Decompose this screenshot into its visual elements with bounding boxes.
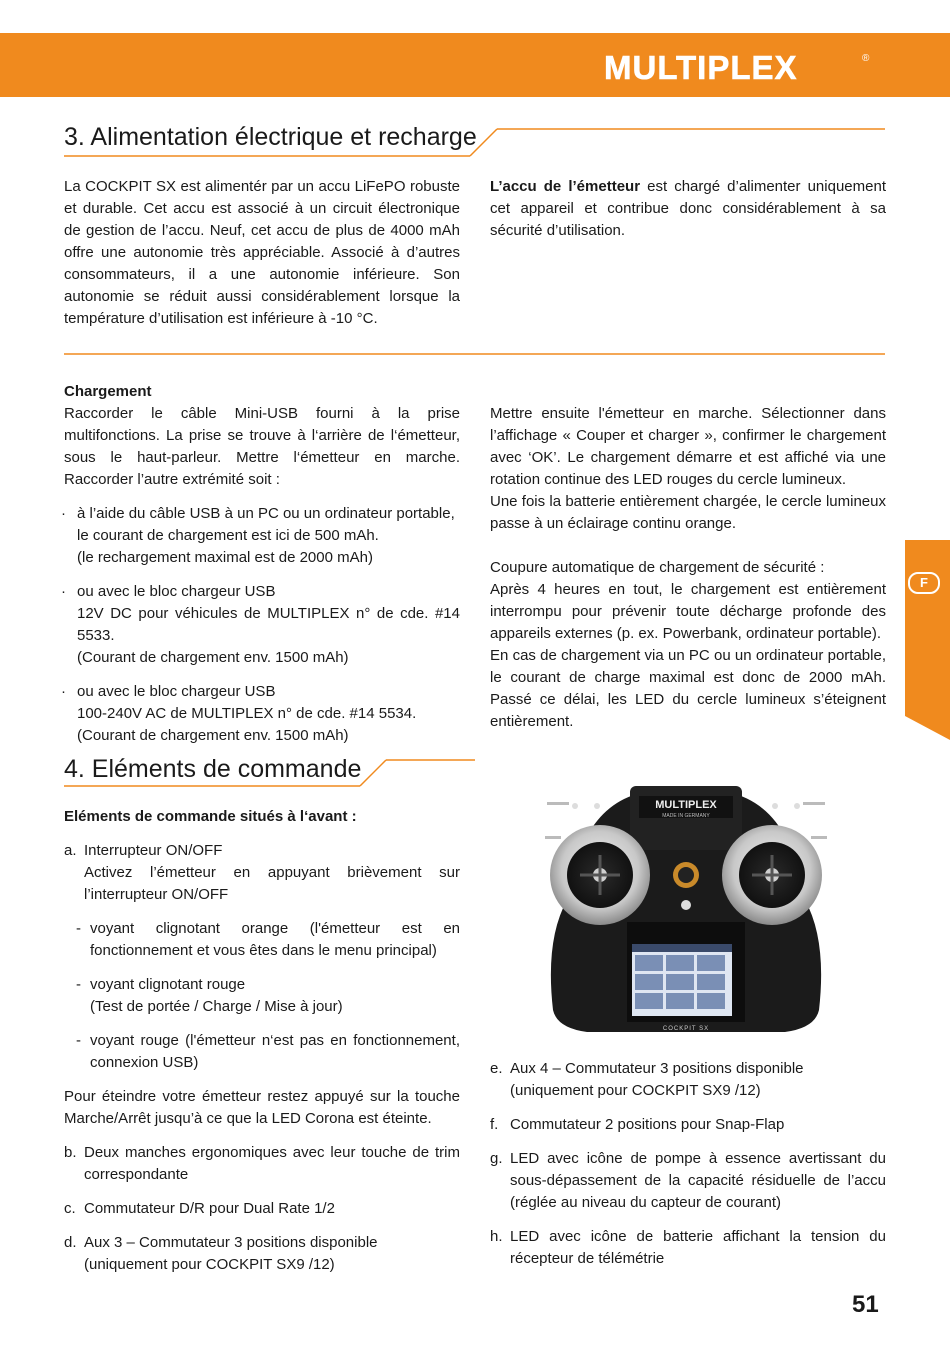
charging-right (490, 403, 886, 733)
item-g-text: LED avec icône de pompe à essence avertissant du sous-dépassement de la capacité résiduelle de l’accu (réglée au niveau du capteur de courant) (510, 1150, 886, 1211)
item-f (490, 1114, 886, 1136)
charging-option-pc-line2: le courant de chargement est ici de 500 mAh. (77, 527, 379, 544)
charging-procedure: Mettre ensuite l'émetteur en marche. Sélectionner dans l’affichage « Couper et charger », confirmer le chargement avec ‘OK’. Le chargement démarre et est affiché via une rotation continue des LED rouges du cercle lumineux. (490, 405, 886, 488)
battery-description: est chargé d’alimenter uniquement cet appareil et contribue donc considérablement à sa sécurité d’utilisation. (490, 178, 886, 239)
section-3-right (490, 176, 886, 242)
item-b (64, 1142, 460, 1186)
item-a (64, 840, 460, 906)
item-e (490, 1058, 886, 1102)
item-d (64, 1232, 460, 1276)
charging-option-ac-line2: 100-240V AC de MULTIPLEX n° de cde. #14 5534. (77, 705, 417, 722)
language-side-tab (905, 540, 950, 740)
power-off-instructions: Pour éteindre votre émetteur restez appuyé sur la touche Marche/Arrêt jusqu’à ce que la LED Corona est éteinte. (64, 1088, 460, 1127)
device-model: COCKPIT SX (662, 1026, 710, 1032)
transmitter-image (545, 780, 827, 1042)
item-d-line2: (uniquement pour COCKPIT SX9 /12) (84, 1256, 335, 1273)
item-d-line1: Aux 3 – Commutateur 3 positions disponible (84, 1234, 378, 1251)
charging-intro: Raccorder le câble Mini-USB fourni à la prise multifonctions. La prise se trouve à l‘arrière de l‘émetteur, sous le haut-parleur. Mettre l‘émetteur en marche. Raccorder l’autre extrémité soit : (64, 405, 460, 488)
registered-mark: ® (862, 53, 870, 64)
item-a-title: Interrupteur ON/OFF (84, 842, 223, 859)
item-b-marker: b. (64, 1144, 77, 1161)
section-3-right-paragraph (490, 176, 886, 242)
device-made-in: MADE IN GERMANY (662, 813, 710, 819)
item-h-text: LED avec icône de batterie affichant la tension du récepteur de télémétrie (510, 1228, 886, 1267)
charging-heading: Chargement (64, 383, 152, 400)
item-f-marker: f. (490, 1116, 499, 1133)
charging-left (64, 381, 460, 747)
front-controls-heading: Eléments de commande situés à l‘avant : (64, 808, 357, 825)
section-3-left (64, 176, 460, 330)
language-badge: F (908, 572, 940, 594)
item-c-marker: c. (64, 1200, 76, 1217)
charging-option-ac-line3: (Courant de chargement env. 1500 mAh) (77, 727, 349, 744)
item-e-line1: Aux 4 – Commutateur 3 positions disponible (510, 1060, 804, 1077)
section-4-left (64, 806, 460, 1276)
battery-term: L’accu de l’émetteur (490, 178, 641, 195)
led-state-orange: - voyant clignotant orange (l'émetteur est en fonctionnement et vous êtes dans le menu principal) (64, 918, 460, 962)
led-state-orange-text: voyant clignotant orange (l'émetteur est en fonctionnement et vous êtes dans le menu principal) (90, 920, 460, 959)
item-c-text: Commutateur D/R pour Dual Rate 1/2 (84, 1200, 335, 1217)
item-h (490, 1226, 886, 1270)
item-h-marker: h. (490, 1228, 503, 1245)
item-e-line2: (uniquement pour COCKPIT SX9 /12) (510, 1082, 761, 1099)
charging-option-pc (64, 503, 460, 569)
charging-option-pc-line3: (le rechargement maximal est de 2000 mAh) (77, 549, 373, 566)
page-number: 51 (852, 1291, 879, 1318)
item-g-marker: g. (490, 1150, 503, 1167)
led-state-red-blink-line2: (Test de portée / Charge / Mise à jour) (90, 998, 343, 1015)
item-c (64, 1198, 460, 1220)
charging-option-12v (64, 581, 460, 669)
section-3-left-paragraph: La COCKPIT SX est alimentér par un accu LiFePO robuste et durable. Cet accu est associé à un circuit électronique de gestion de l’accu. Neuf, cet accu de plus de 4000 mAh offre une autonomie très appréciable. Associé à d’autres consommateurs, il a une autonomie inférieure. Son autonomie se réduit aussi considérablement lorsque la température d’utilisation est inférieure à -10 °C. (64, 178, 460, 327)
item-a-marker: a. (64, 842, 77, 859)
item-f-text: Commutateur 2 positions pour Snap-Flap (510, 1116, 785, 1133)
led-state-red-text: voyant rouge (l'émetteur n‘est pas en fonctionnement, connexion USB) (90, 1032, 460, 1071)
auto-cutoff-heading: Coupure automatique de chargement de sécurité : (490, 559, 825, 576)
section-3-title: 3. Alimentation électrique et recharge (64, 123, 477, 151)
charging-option-ac (64, 681, 460, 747)
charging-option-12v-line1: · ou avec le bloc chargeur USB (77, 583, 276, 600)
item-a-description: Activez l’émetteur en appuyant brièvement sur l’interrupteur ON/OFF (84, 864, 460, 903)
brand-text: MULTIPLEX (604, 49, 798, 83)
charging-complete: Une fois la batterie entièrement chargée, le cercle lumineux passe à un éclairage continu orange. (490, 493, 886, 532)
auto-cutoff-text: Après 4 heures en tout, le chargement est entièrement interrompu pour prévenir toute décharge profonde des appareils externes (p. ex. Powerbank, ordinateur portable). (490, 581, 886, 642)
led-state-red-blink-line1: voyant clignotant rouge (90, 976, 246, 993)
charging-option-pc-line1: · à l’aide du câble USB à un PC ou un ordinateur portable, (77, 505, 455, 522)
charging-option-12v-line3: (Courant de chargement env. 1500 mAh) (77, 649, 349, 666)
item-d-marker: d. (64, 1234, 77, 1251)
led-state-red-blink: - voyant clignotant rouge (Test de portée / Charge / Mise à jour) (64, 974, 460, 1018)
item-b-text: Deux manches ergonomiques avec leur touche de trim correspondante (84, 1144, 460, 1183)
device-brand: MULTIPLEX (655, 799, 717, 811)
item-g (490, 1148, 886, 1214)
charging-option-ac-line1: · ou avec le bloc chargeur USB (77, 683, 276, 700)
led-state-red: - voyant rouge (l'émetteur n‘est pas en fonctionnement, connexion USB) (64, 1030, 460, 1074)
section-4-title: 4. Eléments de commande (64, 755, 362, 783)
section-4-right (490, 1058, 886, 1270)
item-e-marker: e. (490, 1060, 503, 1077)
pc-charging-text: En cas de chargement via un PC ou un ordinateur portable, le courant de charge maximal est donc de 2000 mAh. Passé ce délai, les LED du cercle lumineux s’éteignent entièrement. (490, 647, 886, 730)
charging-option-12v-line2: 12V DC pour véhicules de MULTIPLEX n° de cde. #14 5533. (77, 605, 460, 644)
